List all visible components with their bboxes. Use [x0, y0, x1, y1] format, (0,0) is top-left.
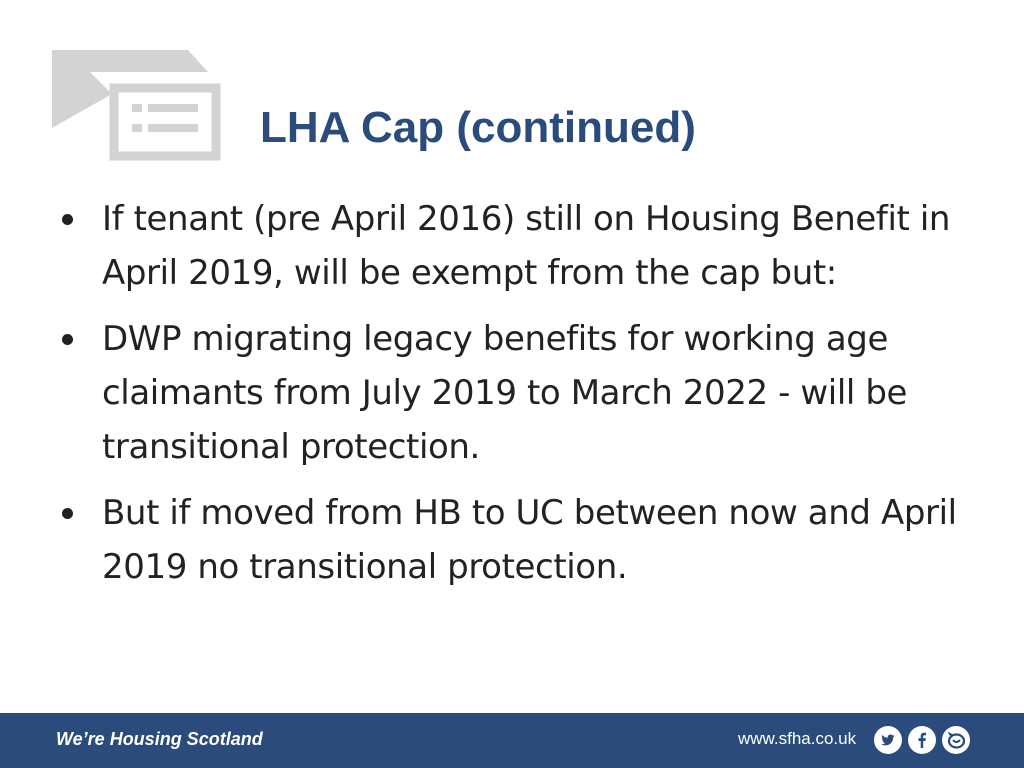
bullet-text: But if moved from HB to UC between now and April 2019 no transitional protection. — [102, 493, 957, 587]
presentation-logo-icon — [48, 44, 228, 164]
bullet-icon — [62, 214, 73, 225]
bullet-item — [58, 486, 988, 594]
footer-bar — [0, 713, 1024, 768]
bullet-icon — [62, 334, 73, 345]
blog-icon[interactable] — [942, 726, 970, 754]
facebook-icon[interactable] — [908, 726, 936, 754]
twitter-icon[interactable] — [874, 726, 902, 754]
bullet-text: If tenant (pre April 2016) still on Housing Benefit in April 2019, will be exempt from the cap but: — [102, 199, 951, 293]
bullet-item — [58, 312, 988, 474]
bullet-icon — [62, 508, 73, 519]
bullet-list — [58, 192, 988, 606]
bullet-item — [58, 192, 988, 300]
footer-tagline: We’re Housing Scotland — [56, 729, 263, 749]
slide-title: LHA Cap (continued) — [260, 103, 696, 152]
bullet-text: DWP migrating legacy benefits for working age claimants from July 2019 to March 2022 - will be transitional protection. — [102, 319, 908, 467]
website-link[interactable]: www.sfha.co.uk — [738, 729, 857, 748]
